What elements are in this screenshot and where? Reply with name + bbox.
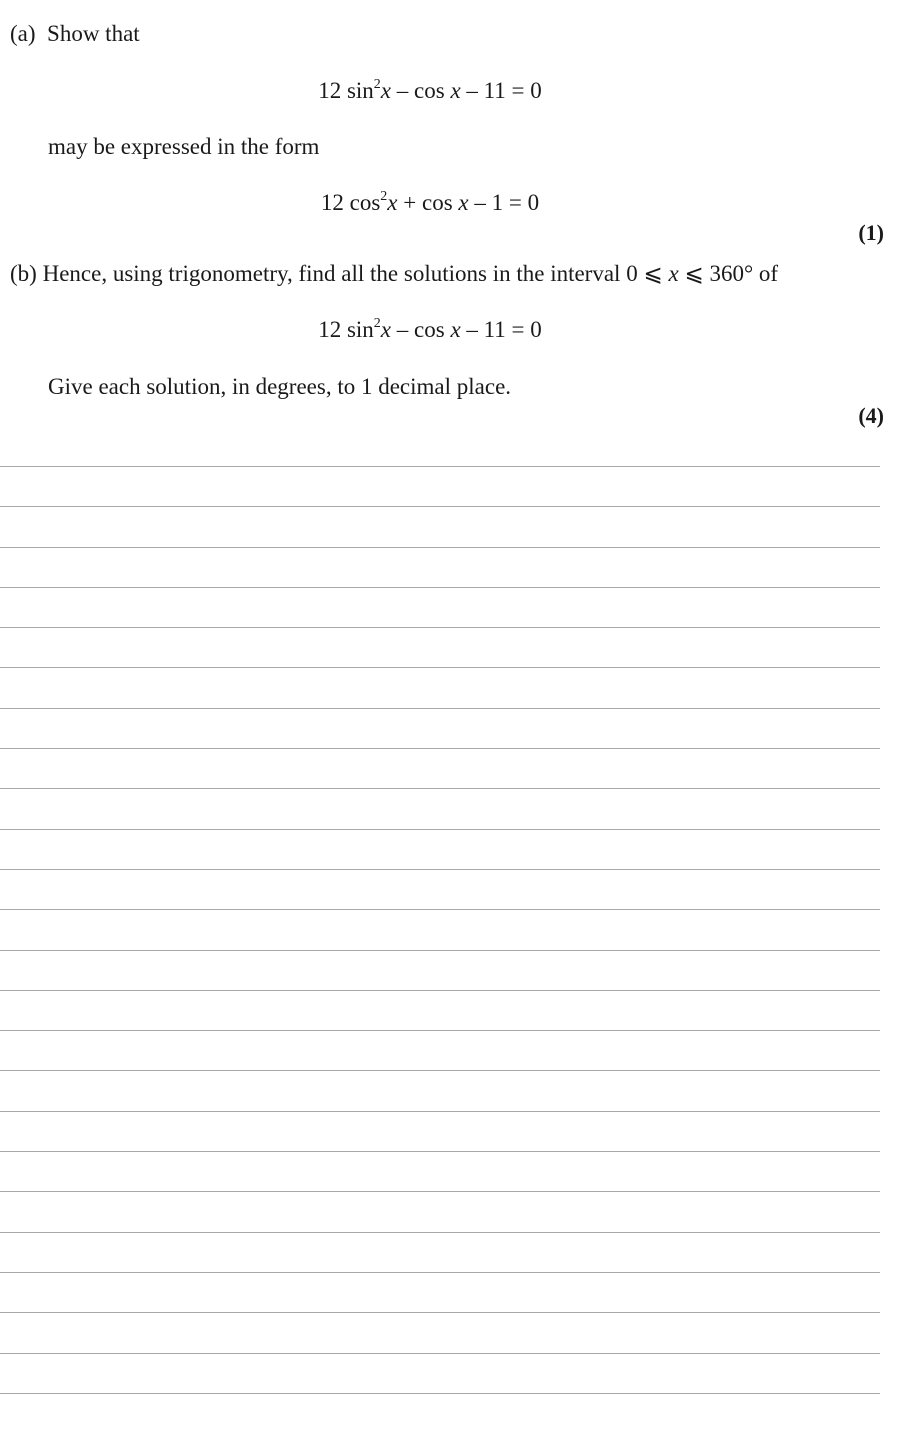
part-a-connector: may be expressed in the form xyxy=(48,134,320,159)
answer-line[interactable] xyxy=(0,466,880,506)
answer-line[interactable] xyxy=(0,1393,880,1433)
answer-line[interactable] xyxy=(0,667,880,707)
answer-line[interactable] xyxy=(0,950,880,990)
part-a-label: (a) xyxy=(10,21,36,46)
part-b-instruction-var: x xyxy=(668,261,679,286)
answer-line[interactable] xyxy=(0,1030,880,1070)
eq-variable: x xyxy=(450,78,461,103)
answer-line[interactable] xyxy=(0,869,880,909)
eq-exponent: 2 xyxy=(380,189,388,205)
eq-term: 12 sin xyxy=(318,317,374,342)
answer-line[interactable] xyxy=(0,788,880,828)
answer-line[interactable] xyxy=(0,506,880,546)
eq-term: – 1 = 0 xyxy=(468,190,540,215)
eq-exponent: 2 xyxy=(373,316,381,332)
part-a-heading xyxy=(10,20,140,48)
answer-line[interactable] xyxy=(0,909,880,949)
part-b-equation xyxy=(0,316,860,344)
part-b-marks: (4) xyxy=(858,403,884,428)
part-b-heading xyxy=(10,260,778,288)
part-b-note: Give each solution, in degrees, to 1 decimal place. xyxy=(48,374,512,399)
answer-line[interactable] xyxy=(0,1070,880,1110)
answer-line[interactable] xyxy=(0,748,880,788)
answer-line[interactable] xyxy=(0,1111,880,1151)
eq-term: – cos xyxy=(391,317,451,342)
answer-line[interactable] xyxy=(0,708,880,748)
eq-term: – cos xyxy=(391,78,451,103)
eq-term: + cos xyxy=(397,190,459,215)
answer-line[interactable] xyxy=(0,1272,880,1312)
eq-exponent: 2 xyxy=(373,77,381,93)
part-a-equation-1 xyxy=(0,77,860,105)
eq-variable: x xyxy=(380,78,392,103)
answer-line[interactable] xyxy=(0,587,880,627)
part-b-label: (b) xyxy=(10,261,37,286)
eq-term: 12 sin xyxy=(318,78,374,103)
answer-line[interactable] xyxy=(0,1312,880,1352)
part-a-marks: (1) xyxy=(858,220,884,245)
answer-line[interactable] xyxy=(0,627,880,667)
eq-term: – 11 = 0 xyxy=(460,317,542,342)
answer-line[interactable] xyxy=(0,1191,880,1231)
part-b-instruction-start: Hence, using trigonometry, find all the solutions in the interval 0 ⩽ xyxy=(42,261,669,286)
eq-term: – 11 = 0 xyxy=(460,78,542,103)
part-b-instruction-end: ⩽ 360° of xyxy=(678,261,779,286)
answer-line[interactable] xyxy=(0,1353,880,1393)
eq-variable: x xyxy=(387,190,398,215)
answer-line[interactable] xyxy=(0,547,880,587)
answer-area[interactable] xyxy=(0,466,880,1433)
answer-line[interactable] xyxy=(0,829,880,869)
part-a-equation-2 xyxy=(0,189,860,217)
eq-variable: x xyxy=(380,317,392,342)
part-a-instruction: Show that xyxy=(47,21,140,46)
eq-term: 12 cos xyxy=(320,190,381,215)
answer-line[interactable] xyxy=(0,1232,880,1272)
eq-variable: x xyxy=(450,317,461,342)
answer-line[interactable] xyxy=(0,1151,880,1191)
eq-variable: x xyxy=(458,190,469,215)
answer-line[interactable] xyxy=(0,990,880,1030)
